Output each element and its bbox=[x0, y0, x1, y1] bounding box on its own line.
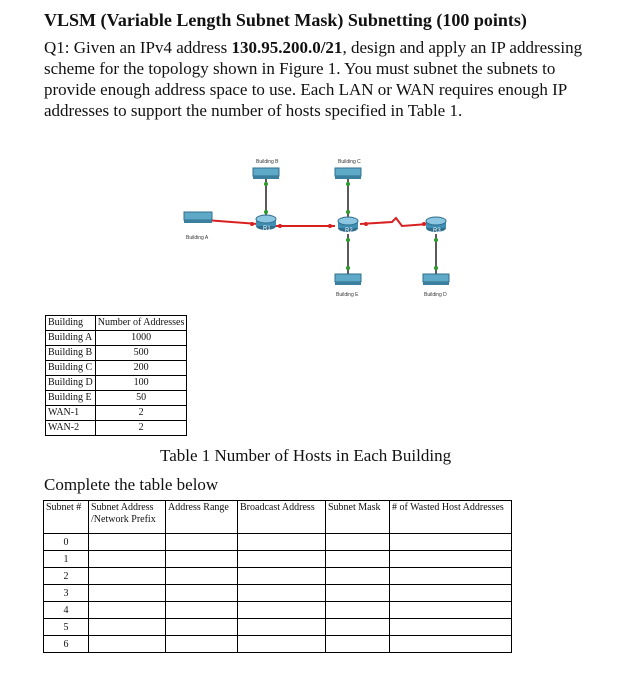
address-count: 500 bbox=[95, 346, 187, 361]
hosts-table bbox=[45, 315, 187, 436]
building-name: Building B bbox=[46, 346, 96, 361]
empty-answer-cell bbox=[166, 619, 238, 636]
table-row bbox=[46, 376, 187, 391]
empty-answer-cell bbox=[390, 568, 512, 585]
switch-building-b bbox=[253, 168, 279, 179]
switch-building-e bbox=[335, 274, 361, 285]
empty-answer-cell bbox=[238, 602, 326, 619]
subnet-number: 1 bbox=[44, 551, 89, 568]
empty-answer-cell bbox=[166, 534, 238, 551]
subnet-number: 6 bbox=[44, 636, 89, 653]
network-topology-figure bbox=[170, 152, 470, 307]
question-suffix: , design and apply an IP addressing scheme for the topology shown in Figure 1. You must subnet the subnets to provide enough address space to use. Each LAN or WAN requires enough IP addresses to support the number of hosts specified in Table 1. bbox=[44, 38, 583, 120]
empty-answer-cell bbox=[390, 585, 512, 602]
empty-answer-cell bbox=[166, 602, 238, 619]
empty-answer-cell bbox=[326, 568, 390, 585]
building-name: Building C bbox=[46, 361, 96, 376]
table-row bbox=[44, 636, 512, 653]
empty-answer-cell bbox=[326, 636, 390, 653]
subnet-table-header bbox=[44, 501, 512, 534]
address-count: 1000 bbox=[95, 331, 187, 346]
subnet-number: 5 bbox=[44, 619, 89, 636]
ip-address: 130.95.200.0/21 bbox=[231, 38, 343, 57]
switch-building-d bbox=[423, 274, 449, 285]
address-count: 200 bbox=[95, 361, 187, 376]
link-r2-r3 bbox=[360, 218, 428, 226]
table-row bbox=[44, 551, 512, 568]
building-name: WAN-1 bbox=[46, 406, 96, 421]
table-row bbox=[44, 568, 512, 585]
empty-answer-cell bbox=[238, 568, 326, 585]
empty-answer-cell bbox=[89, 551, 166, 568]
empty-answer-cell bbox=[89, 585, 166, 602]
empty-answer-cell bbox=[89, 568, 166, 585]
router-label-r2: R2 bbox=[345, 228, 353, 234]
table-row bbox=[46, 391, 187, 406]
subnet-number: 2 bbox=[44, 568, 89, 585]
building-name: Building A bbox=[46, 331, 96, 346]
label-building-e: Building E bbox=[336, 292, 359, 298]
empty-answer-cell bbox=[326, 602, 390, 619]
question-prefix: Q1: Given an IPv4 address bbox=[44, 38, 232, 57]
link-a-r1 bbox=[205, 220, 258, 224]
router-r1 bbox=[256, 215, 276, 232]
empty-answer-cell bbox=[238, 551, 326, 568]
subnet-table bbox=[43, 500, 512, 653]
label-building-c: Building C bbox=[338, 159, 361, 165]
header-wasted-hosts: # of Wasted Host Addresses bbox=[390, 501, 512, 534]
empty-answer-cell bbox=[326, 619, 390, 636]
building-name: Building D bbox=[46, 376, 96, 391]
header-broadcast-address: Broadcast Address bbox=[238, 501, 326, 534]
empty-answer-cell bbox=[238, 534, 326, 551]
router-r2 bbox=[338, 217, 358, 234]
label-building-b: Building B bbox=[256, 159, 279, 165]
address-count: 2 bbox=[95, 406, 187, 421]
subnet-number: 0 bbox=[44, 534, 89, 551]
router-label-r3: R3 bbox=[433, 228, 441, 234]
address-count: 2 bbox=[95, 421, 187, 436]
question-text bbox=[44, 37, 592, 121]
empty-answer-cell bbox=[166, 585, 238, 602]
complete-instruction: Complete the table below bbox=[44, 475, 219, 494]
switch-building-c bbox=[335, 168, 361, 179]
address-count: 50 bbox=[95, 391, 187, 406]
building-name: WAN-2 bbox=[46, 421, 96, 436]
router-label-r1: R1 bbox=[263, 226, 271, 232]
table-row bbox=[44, 602, 512, 619]
empty-answer-cell bbox=[390, 534, 512, 551]
router-r3 bbox=[426, 217, 446, 234]
header-subnet-number: Subnet # bbox=[44, 501, 89, 534]
label-building-d: Building D bbox=[424, 292, 447, 298]
table-row bbox=[44, 585, 512, 602]
empty-answer-cell bbox=[166, 568, 238, 585]
empty-answer-cell bbox=[238, 585, 326, 602]
empty-answer-cell bbox=[238, 636, 326, 653]
hosts-table-header bbox=[46, 316, 187, 331]
table-row bbox=[46, 361, 187, 376]
empty-answer-cell bbox=[89, 602, 166, 619]
header-subnet-address: Subnet Address /Network Prefix bbox=[89, 501, 166, 534]
address-count: 100 bbox=[95, 376, 187, 391]
header-building: Building bbox=[46, 316, 96, 331]
subnet-number: 3 bbox=[44, 585, 89, 602]
empty-answer-cell bbox=[89, 619, 166, 636]
table-row bbox=[46, 346, 187, 361]
table-caption: Table 1 Number of Hosts in Each Building bbox=[160, 446, 452, 465]
subnet-number: 4 bbox=[44, 602, 89, 619]
header-number-of-addresses: Number of Addresses bbox=[95, 316, 187, 331]
header-subnet-mask: Subnet Mask bbox=[326, 501, 390, 534]
header-address-range: Address Range bbox=[166, 501, 238, 534]
topology-diagram bbox=[170, 152, 470, 302]
empty-answer-cell bbox=[238, 619, 326, 636]
links bbox=[205, 178, 438, 274]
page-heading: VLSM (Variable Length Subnet Mask) Subnetting (100 points) bbox=[44, 10, 527, 30]
table-row bbox=[46, 421, 187, 436]
label-building-a: Building A bbox=[186, 235, 209, 241]
empty-answer-cell bbox=[390, 619, 512, 636]
table-row bbox=[46, 331, 187, 346]
switch-building-a bbox=[184, 212, 212, 223]
empty-answer-cell bbox=[390, 602, 512, 619]
empty-answer-cell bbox=[89, 534, 166, 551]
empty-answer-cell bbox=[390, 636, 512, 653]
empty-answer-cell bbox=[390, 551, 512, 568]
empty-answer-cell bbox=[166, 551, 238, 568]
table-row bbox=[44, 534, 512, 551]
empty-answer-cell bbox=[326, 585, 390, 602]
empty-answer-cell bbox=[166, 636, 238, 653]
table-row bbox=[44, 619, 512, 636]
building-name: Building E bbox=[46, 391, 96, 406]
empty-answer-cell bbox=[326, 534, 390, 551]
table-row bbox=[46, 406, 187, 421]
empty-answer-cell bbox=[326, 551, 390, 568]
empty-answer-cell bbox=[89, 636, 166, 653]
